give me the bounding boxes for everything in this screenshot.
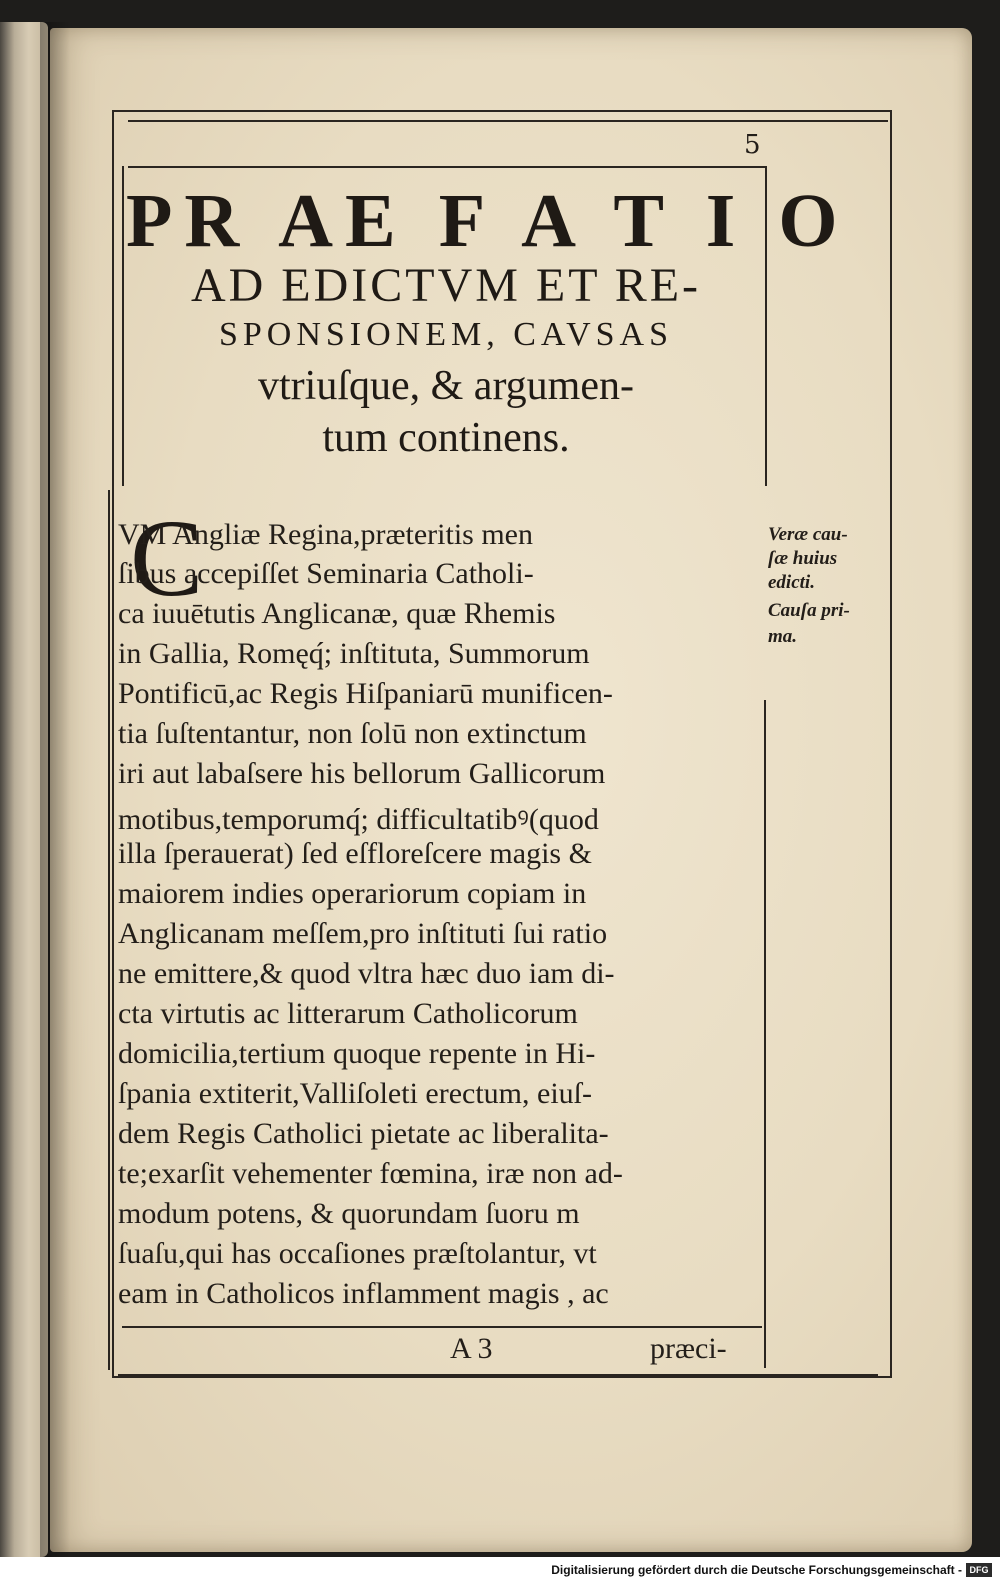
bottom-rule	[122, 1326, 762, 1328]
body-line: tia ſuſtentantur, non ſolū non extinctum	[118, 717, 587, 750]
title-line-5: tum continens.	[322, 415, 570, 461]
body-line: cta virtutis ac litterarum Catholicorum	[118, 997, 578, 1030]
body-line: ca iuuētutis Anglicanæ, quæ Rhemis	[118, 597, 556, 630]
text-left-rule	[108, 490, 110, 1370]
dfg-logo-icon: DFG	[966, 1563, 992, 1577]
marginal-note: edicti.	[768, 572, 815, 593]
body-line: Anglicanam meſſem,pro inſtituti ſui ratio	[118, 917, 608, 950]
body-line: eam in Catholicos inflamment magis , ac	[118, 1277, 609, 1310]
body-line: ſibus accepiſſet Seminaria Catholi-	[118, 557, 534, 590]
body-line: in Gallia, Romęq́; inſtituta, Summorum	[118, 637, 590, 670]
body-line: motibus,temporumq́; difficultatibꝰ(quod	[118, 803, 599, 836]
marginal-note: Veræ cau-	[768, 524, 848, 545]
drop-cap: C	[130, 497, 204, 619]
body-line: illa ſperauerat) ſed eſfloreſcere magis &	[118, 837, 592, 870]
marginal-note: ma.	[768, 626, 798, 647]
body-line: VM Angliæ Regina,præteritis men	[118, 518, 533, 551]
spine-shadow	[40, 22, 70, 1557]
page-number: 5	[744, 130, 761, 160]
title-line-3: SPONSIONEM, CAVSAS	[218, 316, 674, 353]
catchword: præci-	[650, 1332, 727, 1365]
body-line: ne emittere,& quod vltra hæc duo iam di-	[118, 957, 615, 990]
title-line-1: PR AE F A T I O	[126, 179, 850, 263]
footer-credit: Digitalisierung gefördert durch die Deutsche Forschungsgemeinschaft -	[551, 1563, 962, 1577]
title-line-2: AD EDICTVM ET RE-	[190, 259, 702, 312]
body-line: ſuaſu,qui has occaſiones præſtolantur, vt	[118, 1237, 597, 1270]
body-line: domicilia,tertium quoque repente in Hi-	[118, 1037, 596, 1070]
top-rule	[128, 120, 888, 122]
body-line: Pontificū,ac Regis Hiſpaniarū munificen-	[118, 677, 613, 710]
signature-mark: A 3	[450, 1332, 493, 1365]
marginal-note: ſæ huius	[768, 548, 838, 569]
body-line: dem Regis Catholici pietate ac liberalita-	[118, 1117, 609, 1150]
body-line: te;exarſit vehementer fœmina, iræ non ad-	[118, 1157, 623, 1190]
marginal-note: Cauſa pri-	[768, 600, 850, 621]
title-line-4: vtriuſque, & argumen-	[258, 363, 634, 409]
bottom-rule-lower	[118, 1374, 878, 1376]
text-right-rule	[764, 700, 766, 1368]
body-line: maiorem indies operariorum copiam in	[118, 877, 587, 910]
body-line: modum potens, & quorundam ſuoru m	[118, 1197, 580, 1230]
body-line: ſpania extiterit,Valliſoleti erectum, eiuſ-	[118, 1077, 592, 1110]
body-line: iri aut labaſsere his bellorum Gallicorum	[118, 757, 606, 790]
